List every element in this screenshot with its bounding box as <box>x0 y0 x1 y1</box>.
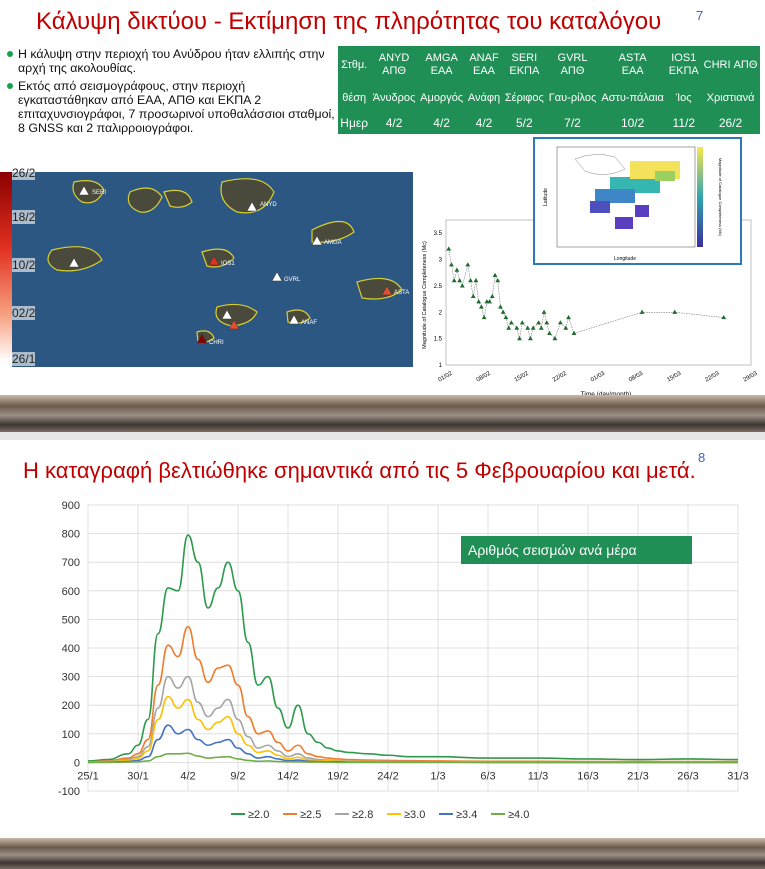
station-date-cell: 4/2 <box>385 115 403 130</box>
chart-xtick-label: 26/3 <box>677 770 699 783</box>
scale-label-max: 26/2 <box>12 166 36 180</box>
chart-xtick-label: 4/2 <box>180 770 196 783</box>
chart-ytick-label: 200 <box>61 700 80 713</box>
station-code-cell: GVRL ΑΠΘ <box>557 52 588 77</box>
bullet-coverage: Η κάλυψη στην περιοχή του Ανύδρου ήταν ελλιπής στην αρχή της ακολουθίας. <box>6 47 336 75</box>
label-chri: CHRI <box>209 340 224 346</box>
label-anaf: ANAF <box>301 320 318 326</box>
chart-ytick-label: 900 <box>61 500 80 512</box>
decorative-rock-band <box>0 395 765 432</box>
slide-8-title: Η καταγραφή βελτιώθηκε σημαντικά από τις 5 Φεβρουαρίου και μετά. <box>23 458 696 483</box>
label-ios1: IOS1 <box>221 261 235 267</box>
station-code-cell: ANAF ΕΑΑ <box>469 52 499 77</box>
mc-ytick-label: 3 <box>438 257 442 264</box>
mc-xtick-label: 29/03 <box>742 370 759 384</box>
label-gvrl: GVRL <box>284 277 301 283</box>
mc-xtick-label: 08/03 <box>628 370 645 384</box>
station-code-cell: CHRI ΑΠΘ <box>703 58 758 71</box>
chart-ytick-label: 0 <box>73 757 80 770</box>
stations-row-code <box>338 46 760 84</box>
slide-7-title: Κάλυψη δικτύου - Εκτίμηση της πληρότητας του καταλόγου <box>36 8 662 35</box>
chart-ytick-label: 300 <box>61 671 80 684</box>
station-date-cell: 4/2 <box>475 115 493 130</box>
chart-ytick-label: -100 <box>57 786 80 798</box>
color-scale-bar <box>0 172 12 362</box>
label-seri: SERI <box>92 190 107 196</box>
chart-ytick-label: 400 <box>61 643 80 655</box>
mc-xtick-label: 01/02 <box>437 370 454 384</box>
decorative-rock-band <box>0 838 765 869</box>
chart-ytick-label: 500 <box>61 614 80 627</box>
series-line <box>88 627 738 762</box>
station-place-cell: Ανάφη <box>467 91 501 104</box>
bullet-list <box>6 47 336 139</box>
scale-label: 02/2 <box>12 306 36 320</box>
slide-7 <box>0 0 765 432</box>
station-place-cell: Ίος <box>675 91 692 104</box>
mc-xtick-label: 08/02 <box>475 370 492 384</box>
date-color-scale <box>0 166 40 367</box>
mc-ylabel: Magnitude of Catalogue Completeness (Mc) <box>422 241 428 349</box>
label-anyd: ANYD <box>260 202 277 208</box>
station-date-cell: 26/2 <box>718 115 743 130</box>
stations-table <box>338 46 760 134</box>
mc-ytick-label: 2.5 <box>433 283 442 290</box>
station-place-cell: Άνυδρος <box>372 91 416 104</box>
mc-ytick-label: 3.5 <box>433 231 442 238</box>
legend-label: ≥2.5 <box>300 809 322 821</box>
chart-xtick-label: 1/3 <box>430 770 446 783</box>
chart-xtick-label: 9/2 <box>230 770 246 783</box>
label-asta: ASTA <box>394 290 410 296</box>
station-date-cell: 11/2 <box>672 115 695 130</box>
mc-xtick-label: 15/02 <box>513 370 530 384</box>
mc-xtick-label: 22/03 <box>704 370 721 384</box>
bullet-instruments: Εκτός από σεισμογράφους, στην περιοχή εγκαταστάθηκαν από ΕΑΑ, ΑΠΘ και ΕΚΠΑ 2 επιταχυνσιογράφοι, 7 προσωρινοί υποθαλάσσιοι σταθμοί, 8 GNSS και 2 παλιρροιογράφοι. <box>6 79 336 135</box>
legend-label: ≥2.8 <box>352 809 374 821</box>
station-place-cell: Αστυ-πάλαια <box>601 91 664 104</box>
stations-row-date <box>338 112 760 134</box>
scale-label-min: 26/1 <box>12 352 36 366</box>
legend-label: ≥3.0 <box>404 809 426 821</box>
chart-ytick-label: 600 <box>61 585 80 598</box>
chart-xtick-label: 24/2 <box>377 770 399 783</box>
inset-colorbar-label: Magnitude of Catalogue Completeness (Mc) <box>718 157 723 237</box>
chart-title-box: Αριθμός σεισμών ανά μέρα <box>461 536 692 564</box>
station-code-cell: ANYD ΑΠΘ <box>378 52 410 77</box>
station-code-cell: AMGA ΕΑΑ <box>425 52 458 77</box>
chart-xtick-label: 31/3 <box>727 770 749 783</box>
slide-8-number: 8 <box>698 450 706 465</box>
station-place-cell: Γαυ-ρίλος <box>548 91 597 104</box>
chart-xtick-label: 16/3 <box>577 770 599 783</box>
stations-row-place <box>338 84 760 112</box>
inset-xlabel: Longitude <box>614 256 636 262</box>
station-place-cell: Αμοργός <box>420 91 464 104</box>
inset-svg <box>535 139 740 263</box>
row-header-place: θέση <box>342 91 367 104</box>
station-code-cell: ASTA ΕΑΑ <box>618 52 647 77</box>
chart-xtick-label: 25/1 <box>77 770 99 783</box>
chart-ytick-label: 800 <box>61 528 80 541</box>
station-date-cell: 10/2 <box>620 115 645 130</box>
legend-label: ≥3.4 <box>456 809 478 821</box>
row-header-date: Ημερ <box>340 115 369 130</box>
station-date-cell: 7/2 <box>564 115 581 130</box>
legend-label: ≥2.0 <box>248 809 270 821</box>
inset-colorbar <box>697 147 703 247</box>
scale-label: 10/2 <box>12 258 36 272</box>
chart-ytick-label: 100 <box>61 728 80 741</box>
series-line <box>88 677 738 763</box>
chart-xtick-label: 30/1 <box>127 770 149 783</box>
chart-xtick-label: 11/3 <box>527 770 549 783</box>
scale-label: 18/2 <box>12 210 36 224</box>
slide-7-number: 7 <box>696 8 704 23</box>
station-place-cell: Σέριφος <box>504 91 544 104</box>
label-amga: AMGA <box>324 240 342 246</box>
chart-ytick-label: 700 <box>61 557 80 570</box>
mc-xtick-label: 22/02 <box>551 370 568 384</box>
mc-xtick-label: 01/03 <box>589 370 607 384</box>
chart-xtick-label: 14/2 <box>277 770 299 783</box>
station-code-cell: SERI ΕΚΠΑ <box>509 52 540 77</box>
mc-ytick-label: 1 <box>438 363 442 369</box>
map-svg <box>12 172 413 367</box>
inset-ylabel: Latitude <box>543 188 549 206</box>
station-place-cell: Χριστιανά <box>706 91 755 104</box>
mc-spatial-inset <box>533 137 742 265</box>
legend-label: ≥4.0 <box>508 809 530 821</box>
mc-xtick-label: 15/03 <box>666 370 683 384</box>
chart-xtick-label: 19/2 <box>327 770 349 783</box>
slide-divider <box>0 432 765 440</box>
row-header-station: Στθμ. <box>341 58 368 71</box>
station-code-cell: IOS1 ΕΚΠΑ <box>668 52 699 77</box>
station-date-cell: 4/2 <box>433 115 450 130</box>
chart-xtick-label: 21/3 <box>627 770 649 783</box>
cyclades-map <box>12 172 413 367</box>
station-date-cell: 5/2 <box>516 115 533 130</box>
chart-xtick-label: 6/3 <box>480 770 496 783</box>
mc-ytick-label: 1.5 <box>433 336 442 343</box>
mc-ytick-label: 2 <box>438 310 442 317</box>
